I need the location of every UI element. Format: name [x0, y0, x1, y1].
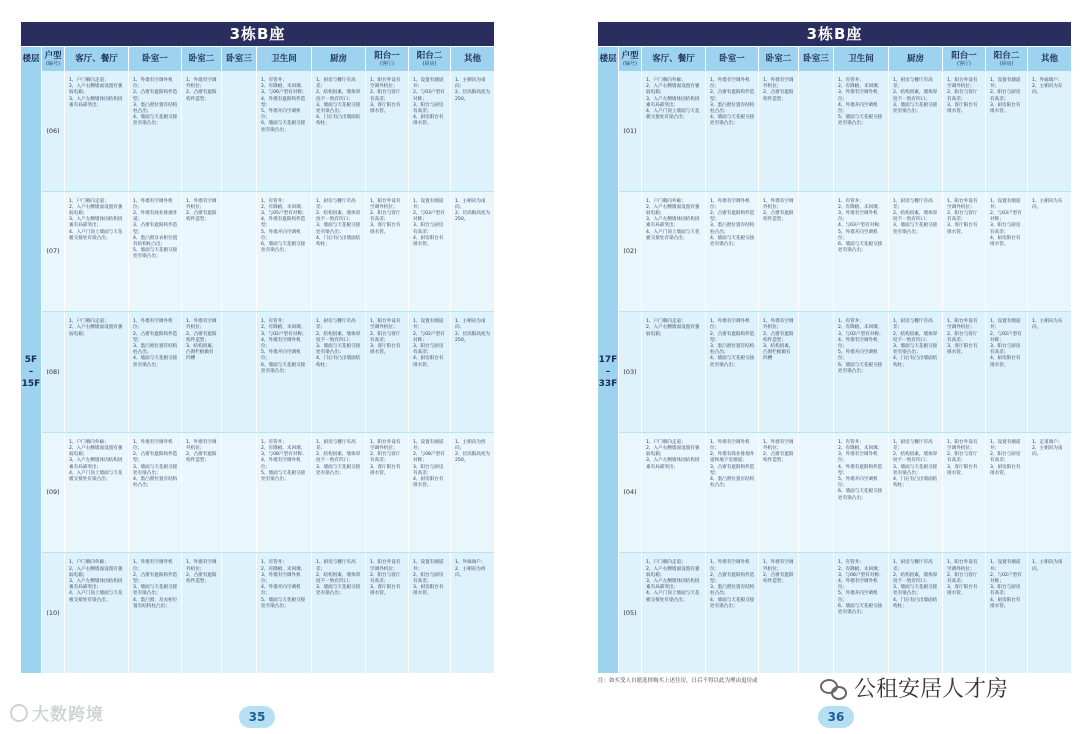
cell-kitchen: 1、厨房与餐厅有高差； 2、结构因素，墙体厚度不一致有凹口； 3、墙面与天花板交接处有梁凸出； 4、门后有凸出墙面结构柱；	[889, 312, 943, 432]
cell-kitchen: 1、厨房与餐厅有高差； 2、结构因素，墙体厚度不一致有凹口； 3、墙面与天花板交接处有梁凸出；	[889, 192, 943, 312]
header-bed2: 卧室二	[759, 47, 799, 71]
header-other: 其他	[463, 53, 481, 64]
cell-living: 1、户门朝向走道； 2、入户右侧墙面设置有强弱电箱； 3、入户左侧墙体因结构因素有局部突出；	[642, 433, 706, 553]
cell-unit: (10)	[42, 553, 65, 673]
cell-living: 1、户门朝向走道； 2、入户右侧墙面设置有强弱电箱； 3、入户左侧墙体因结构因素有局部突出；	[65, 71, 129, 191]
table-row	[619, 433, 1071, 554]
cell-kitchen: 1、厨房与餐厅有高差； 2、结构因素，墙体厚度不一致有凹口； 3、墙面与天花板交接处有梁凸出； 4、门后有凸出墙面结构柱；	[312, 192, 366, 312]
header-kitchen: 厨房	[889, 47, 943, 71]
cell-bed2: 1、外墙有空调外机位； 2、凸窗有遮阳构件造型；	[759, 553, 799, 673]
table-row	[42, 312, 494, 433]
header-other: 其他	[1040, 53, 1058, 64]
cell-bed1: 1、外墙有空调外机位； 2、外墙有商业排烟井道和地下室烟道； 3、凸窗有遮阳构件造型； 4、墨凸窗位置有结构柱凸出；	[706, 433, 759, 553]
cell-bal1: 1、阳台外设有空调外机位； 2、阳台与客厅有高差； 3、客厅阳台有排水管。	[366, 71, 409, 191]
cell-bal1: 1、阳台外设有空调外机位； 2、阳台与客厅有高差； 3、客厅阳台有排水管。	[943, 312, 986, 432]
cell-living: 1、户门朝向走道； 2、入户右侧墙面设置有强弱电箱； 3、入户左侧墙体因结构因素有局部突出； 4、入户门顶上墙面与天花板交接处有梁凸出；	[642, 553, 706, 673]
cell-bal2: 1、设置有烟道井； 2、与02户型有对称； 3、阳台与厨房有高差； 4、厨房阳台有排水管。	[986, 312, 1028, 432]
table-row	[619, 312, 1071, 433]
cell-bath: 1、有管井； 2、有降板、未回填； 3、与05户型有对称； 4、外墙有遮阳构件造型； 5、外墙开向空调机位； 6、墙面与天花板交接处有梁凸出；	[257, 192, 312, 312]
cell-unit: (04)	[619, 433, 642, 553]
cell-kitchen: 1、厨房与餐厅有高差； 2、结构因素，墙体厚度不一致有凹口； 3、墙面与天花板交接处有梁凸出； 4、门后有凸出墙面结构柱；	[889, 553, 943, 673]
cell-unit: (01)	[619, 71, 642, 191]
cell-bed1: 1、外墙有空调外机位； 2、凸窗有遮阳构件造型； 3、墨凸窗位置有结构柱凸出； 4、墙面与天花板交接处有梁凸出；	[706, 192, 759, 312]
table-row	[42, 192, 494, 313]
cell-other: 1、外廊端户； 2、主朝向为东向。	[1032, 78, 1063, 96]
cell-bed3	[222, 192, 257, 312]
header-bal1-sub: (客厅)	[380, 60, 394, 67]
cell-bal2: 1、设置有烟道井； 2、阳台与厨房有高差； 3、厨房阳台有排水管。	[409, 553, 451, 673]
table-header	[21, 46, 494, 71]
cell-living: 1、户门朝向走道； 2、入户右侧墙面设置有强弱电箱；	[642, 312, 706, 432]
cell-kitchen: 1、厨房与餐厅有高差； 2、结构因素，墙体厚度不一致有凹口； 3、墙面与天花板交接处有梁凸出； 4、门后有凸出墙面结构柱；	[889, 433, 943, 553]
header-bed1: 卧室一	[129, 47, 182, 71]
page-title: 3栋B座	[21, 22, 494, 46]
page-number: 35	[239, 706, 275, 728]
header-bed1: 卧室一	[706, 47, 759, 71]
cell-living: 1、户门朝向外廊； 2、入户右侧墙面设置有强弱电箱； 3、入户左侧墙体因结构因素有局部突出； 4、入户门顶上墙面与天花板交接处有梁凸出；	[65, 553, 129, 673]
cell-other: 1、主朝向为南向； 2、层高限高度为250。	[455, 78, 491, 102]
cell-bed1: 1、外墙有空调外机位； 2、凸窗有遮阳构件造型； 3、墙面与天花板交接处有梁凸出； 4、墨凸窗、及衣柜位置有结构柱凸出；	[129, 553, 182, 673]
cell-unit: (08)	[42, 312, 65, 432]
header-bed3: 卧室三	[799, 47, 834, 71]
cell-bal2: 1、设置有烟道井； 2、与03户型有对称； 3、阳台与厨房有高差； 4、厨房阳台有排水管。	[986, 192, 1028, 312]
cell-kitchen: 1、厨房与餐厅有高差； 2、结构因素，墙体厚度不一致有凹口； 3、墙面与天花板交接处有梁凸出；	[889, 71, 943, 191]
cell-bed3	[799, 433, 834, 553]
cell-bed2: 1、外墙有空调外机位； 2、凸窗有遮阳构件造型；	[182, 192, 222, 312]
header-bal2-label: 阳台二	[993, 50, 1020, 61]
cell-bed3	[799, 71, 834, 191]
watermark-right	[820, 672, 1008, 703]
cell-bed1: 1、外墙有空调外机位； 2、凸窗有遮阳构件造型； 3、墨凸窗位置有结构柱凸出； 4、墙面与天花板交接处有梁凸出；	[129, 312, 182, 432]
cell-bath: 1、有管井； 2、有降板、未回填； 3、外墙有空调外机位； 4、外墙有遮阳构件造型； 5、外墙开向空调机位； 6、墙面与天花板交接处有梁凸出；	[834, 433, 889, 553]
header-bath: 卫生间	[834, 47, 889, 71]
header-floor: 楼层	[21, 47, 42, 71]
cell-unit: (09)	[42, 433, 65, 553]
cell-bal1: 1、阳台外设有空调外机位； 2、阳台与客厅有高差； 3、客厅阳台有排水管。	[366, 433, 409, 553]
table-row	[42, 71, 494, 192]
cell-unit: (02)	[619, 192, 642, 312]
header-bal2-sub: (厨房)	[422, 60, 437, 67]
header-bal1-label: 阳台一	[951, 50, 977, 61]
cell-bal1: 1、阳台外设有空调外机位； 2、阳台与客厅有高差； 3、客厅阳台有排水管。	[366, 312, 409, 432]
page-number: 36	[818, 706, 854, 728]
cell-bed2: 1、外墙有空调外机位； 2、凸窗有遮阳构件造型；	[759, 71, 799, 191]
header-bal1	[943, 47, 986, 71]
header-bal2-label: 阳台二	[416, 50, 443, 61]
cell-bal1: 1、阳台外设有空调外机位； 2、阳台与客厅有高差； 3、客厅阳台有排水管。	[943, 192, 986, 312]
cell-kitchen: 1、厨房与餐厅有高差； 2、结构因素，墙体厚度不一致有凹口； 3、墙面与天花板交接处有梁凸出； 4、门后有凸出墙面结构柱；	[312, 312, 366, 432]
header-unit-label: 户型	[621, 50, 639, 61]
cell-unit: (03)	[619, 312, 642, 432]
cell-bed3	[222, 312, 257, 432]
cell-bed1: 1、外墙有空调外机位； 2、外墙有商业排烟井道； 3、凸窗有遮阳构件造型； 4、墨凸窗及衣柜位置有结构柱凸出； 5、墙面与天花板交接处有梁凸出；	[129, 192, 182, 312]
cell-bath: 1、有管井； 2、有降板、未回填； 3、与02户型有对称； 4、外墙有空调外机位； 5、外墙开向空调机位； 6、墙面与天花板交接处有梁凸出；	[834, 312, 889, 432]
cell-bed2: 1、外墙有空调外机位； 2、凸窗有遮阳构件造型； 3、结构因素，凸窗栏板做有凹槽	[759, 312, 799, 432]
header-bal1-sub: (客厅)	[957, 60, 971, 67]
cell-other: 1、外廊端户； 2、主朝向为西向。	[455, 560, 486, 578]
cell-other: 1、主朝向为东向。	[1032, 198, 1063, 210]
cell-bal1: 1、阳台外设有空调外机位； 2、阳台与客厅有高差； 3、客厅阳台有排水管。	[943, 553, 986, 673]
cell-bed2: 1、外墙有空调外机位； 2、凸窗有遮阳构件造型；	[182, 553, 222, 673]
cell-other: 1、走道端户； 2、主朝向为南向。	[1032, 439, 1063, 458]
table-row	[42, 553, 494, 673]
cell-other: 1、主朝向为西向； 2、层高限高度为250。	[455, 439, 491, 464]
cell-bal1: 1、阳台外设有空调外机位； 2、阳台与客厅有高差； 3、客厅阳台有排水管。	[943, 71, 986, 191]
cell-other: 1、主朝向为南向； 2、层高限高度为250。	[455, 198, 491, 223]
cell-bed2: 1、外墙有空调外机位； 2、凸窗有遮阳构件造型；	[182, 71, 222, 191]
header-bed3: 卧室三	[222, 47, 257, 71]
page-title: 3栋B座	[598, 22, 1071, 46]
cell-other: 1、主朝向为南向。	[1032, 560, 1063, 572]
cell-bal2: 1、设置有烟道井； 2、与02户型有对称； 3、阳台与厨房有高差； 4、厨房阳台有排水管。	[409, 312, 451, 432]
table-header	[598, 46, 1071, 71]
header-unit-sub: (编号)	[46, 60, 60, 67]
cell-bed2: 1、外墙有空调外机位； 2、凸窗有遮阳构件造型； 3、结构因素，凸窗栏板做有凹槽	[182, 312, 222, 432]
cell-bath: 1、有管井； 2、有降板、未回填； 3、外墙有空调外机位； 4、与03户型有对称； 5、外墙开向空调机位； 6、墙面与天花板交接处有梁凸出；	[834, 192, 889, 312]
cell-bed2: 1、外墙有空调外机位； 2、凸窗有遮阳构件造型；	[759, 192, 799, 312]
cell-bed3	[222, 433, 257, 553]
header-unit	[42, 47, 65, 71]
table-row	[619, 553, 1071, 673]
header-bal2-sub: (厨房)	[999, 60, 1014, 67]
cell-bath: 1、有管井； 2、有降板、未回填； 3、与02户型有对称； 4、外墙有空调外机位； 5、外墙开向空调机位； 6、墙面与天花板交接处有梁凸出；	[257, 312, 312, 432]
cell-bed3	[222, 71, 257, 191]
watermark-left-text: 大数跨境	[32, 705, 104, 725]
floor-label: 17F – 33F	[598, 71, 619, 673]
cell-bed2: 1、外墙有空调外机位； 2、凸窗有遮阳构件造型；	[182, 433, 222, 553]
wechat-icon	[820, 677, 846, 699]
header-bath: 卫生间	[257, 47, 312, 71]
cell-bath: 1、有管井； 2、有降板、未回填； 3、与06户型有对称； 4、外墙有遮阳构件造型； 5、外墙开向空调机位； 6、墙面与天花板交接处有梁凸出；	[257, 71, 312, 191]
footnote: 注：如买受人自愿选择购买上述住房，日后不得以此为理由退房或	[598, 678, 758, 684]
header-unit-sub: (编号)	[623, 60, 637, 67]
cell-other: 1、主朝向为南向； 2、层高限高度为250。	[455, 319, 491, 343]
table-rows	[42, 71, 494, 673]
cell-bed1: 1、外墙有空调外机位； 2、凸窗有遮阳构件造型； 3、墨凸窗位置有结构柱凸出； 4、墙面与天花板交接处有梁凸出；	[706, 553, 759, 673]
header-unit	[619, 47, 642, 71]
cell-bal2: 1、设置有烟道井； 2、阳台与厨房有高差； 3、厨房阳台有排水管。	[986, 433, 1028, 553]
cell-unit: (06)	[42, 71, 65, 191]
watermark-right-text: 公租安居人才房	[854, 677, 1009, 702]
cell-bal2: 1、设置有烟道井； 2、阳台与厨房有高差； 3、厨房阳台有排水管。	[986, 71, 1028, 191]
cell-bed3	[799, 192, 834, 312]
cell-living: 1、户门朝向外廊； 2、入户右侧墙面设置有强弱电箱； 3、入户左侧墙体因结构因素有局部突出； 4、入户门顶上墙面与天花板交接处有梁凸出；	[642, 192, 706, 312]
header-living: 客厅、餐厅	[642, 47, 706, 71]
cell-bed3	[799, 553, 834, 673]
cell-bath: 1、有管井； 2、有降板、未回填； 3、外墙有空调外机位； 4、外墙开向空调机位； 5、墙面与天花板交接处有梁凸出；	[257, 553, 312, 673]
cell-bal1: 1、阳台外设有空调外机位； 2、阳台与客厅有高差； 3、客厅阳台有排水管。	[366, 553, 409, 673]
header-floor: 楼层	[598, 47, 619, 71]
cell-bal1: 1、阳台外设有空调外机位； 2、阳台与客厅有高差； 3、客厅阳台有排水管。	[943, 433, 986, 553]
header-kitchen: 厨房	[312, 47, 366, 71]
header-bed2: 卧室二	[182, 47, 222, 71]
table-row	[619, 71, 1071, 192]
cell-unit: (07)	[42, 192, 65, 312]
cell-bal2: 1、设置有烟道井； 2、与02户型有对称； 3、阳台与厨房有高差； 4、厨房阳台有排水管。	[986, 553, 1028, 673]
header-unit-label: 户型	[44, 50, 62, 61]
floor-label: 5F – 15F	[21, 71, 42, 673]
table-row	[619, 192, 1071, 313]
cell-bed3	[799, 312, 834, 432]
watermark-left	[10, 700, 104, 725]
cell-bath: 1、有管井； 2、有降板、未回填； 3、外墙有空调外机位； 4、外墙开向空调机位； 5、墙面与天花板交接处有梁凸出；	[834, 71, 889, 191]
cell-bal2: 1、设置有烟道井； 2、与03户型有对称； 3、阳台与厨房有高差； 4、厨房阳台有排水管。	[409, 71, 451, 191]
header-bal1-label: 阳台一	[374, 50, 400, 61]
header-bal1	[366, 47, 409, 71]
cell-bed1: 1、外墙有空调外机位； 2、凸窗有遮阳构件造型； 3、墨凸窗位置有结构柱凸出； 4、墙面与天花板交接处有梁凸出；	[706, 312, 759, 432]
left-page	[21, 22, 494, 672]
cell-bal2: 1、设置有烟道井； 2、与08户型有对称； 3、阳台与厨房有高差； 4、厨房阳台有排水管。	[409, 433, 451, 553]
cell-other: 1、主朝向为东向。	[1032, 319, 1063, 331]
cell-bath: 1、有管井； 2、有降板、未回填； 3、与06户型有对称； 4、外墙有空调外机位； 5、外墙开向空调机位； 6、墙面与天花板交接处有梁凸出；	[834, 553, 889, 673]
cell-living: 1、户门朝向走道； 2、入户右侧墙面设置有强弱电箱；	[65, 312, 129, 432]
cell-living: 1、户门朝向外廊； 2、入户右侧墙面设置有强弱电箱； 3、入户左侧墙体因结构因素有局部突出； 4、入户门顶上墙面与天花板交接处有梁凸出；	[65, 433, 129, 553]
weibo-icon	[10, 704, 28, 722]
cell-bed2: 1、外墙有空调外机位； 2、凸窗有遮阳构件造型；	[759, 433, 799, 553]
cell-living: 1、户门朝向外廊； 2、入户右侧墙面设置有强弱电箱； 3、入户左侧墙体因结构因素有局部突出； 4、入户门顶上墙面与天花板交接处有梁凸出；	[642, 71, 706, 191]
cell-living: 1、户门朝向走道； 2、入户右侧墙面设置有强弱电箱； 3、入户左侧墙体因结构因素有局部突出； 4、入户门顶上墙面与天花板交接处有梁凸出；	[65, 192, 129, 312]
cell-kitchen: 1、厨房与餐厅有高差； 2、结构因素，墙体厚度不一致有凹口； 3、墙面与天花板交接处有梁凸出；	[312, 433, 366, 553]
cell-bed1: 1、外墙有空调外机位； 2、凸窗有遮阳构件造型； 3、墙面与天花板交接处有梁凸出； 4、墨凸窗位置有结构柱凸出；	[129, 433, 182, 553]
cell-kitchen: 1、厨房与餐厅有高差； 2、结构因素，墙体厚度不一致有凹口； 3、墙面与天花板交接处有梁凸出；	[312, 553, 366, 673]
right-page	[598, 22, 1071, 672]
cell-bal1: 1、阳台外设有空调外机位； 2、阳台与客厅有高差； 3、客厅阳台有排水管。	[366, 192, 409, 312]
cell-unit: (05)	[619, 553, 642, 673]
table-row	[42, 433, 494, 554]
cell-bed1: 1、外墙有空调外机位； 2、凸窗有遮阳构件造型； 3、墨凸窗位置有结构柱凸出； 4、墙面与天花板交接处有梁凸出；	[129, 71, 182, 191]
table-rows	[619, 71, 1071, 673]
header-bal2	[986, 47, 1028, 71]
header-bal2	[409, 47, 451, 71]
header-living: 客厅、餐厅	[65, 47, 129, 71]
cell-bed3	[222, 553, 257, 673]
cell-bed1: 1、外墙有空调外机位； 2、凸窗有遮阳构件造型； 3、墨凸窗位置有结构柱凸出； 4、墙面与天花板交接处有梁凸出；	[706, 71, 759, 191]
cell-kitchen: 1、厨房与餐厅有高差； 2、结构因素，墙体厚度不一致有凹口； 3、墙面与天花板交接处有梁凸出； 4、门后有凸出墙面结构柱；	[312, 71, 366, 191]
cell-bal2: 1、设置有烟道井； 2、与03户型有对称； 3、阳台与厨房有高差； 4、厨房阳台有排水管。	[409, 192, 451, 312]
cell-bath: 1、有管井； 2、有降板、未回填； 3、与08户型有对称； 4、外墙有空调外机位； 5、墙面与天花板交接处有梁凸出；	[257, 433, 312, 553]
